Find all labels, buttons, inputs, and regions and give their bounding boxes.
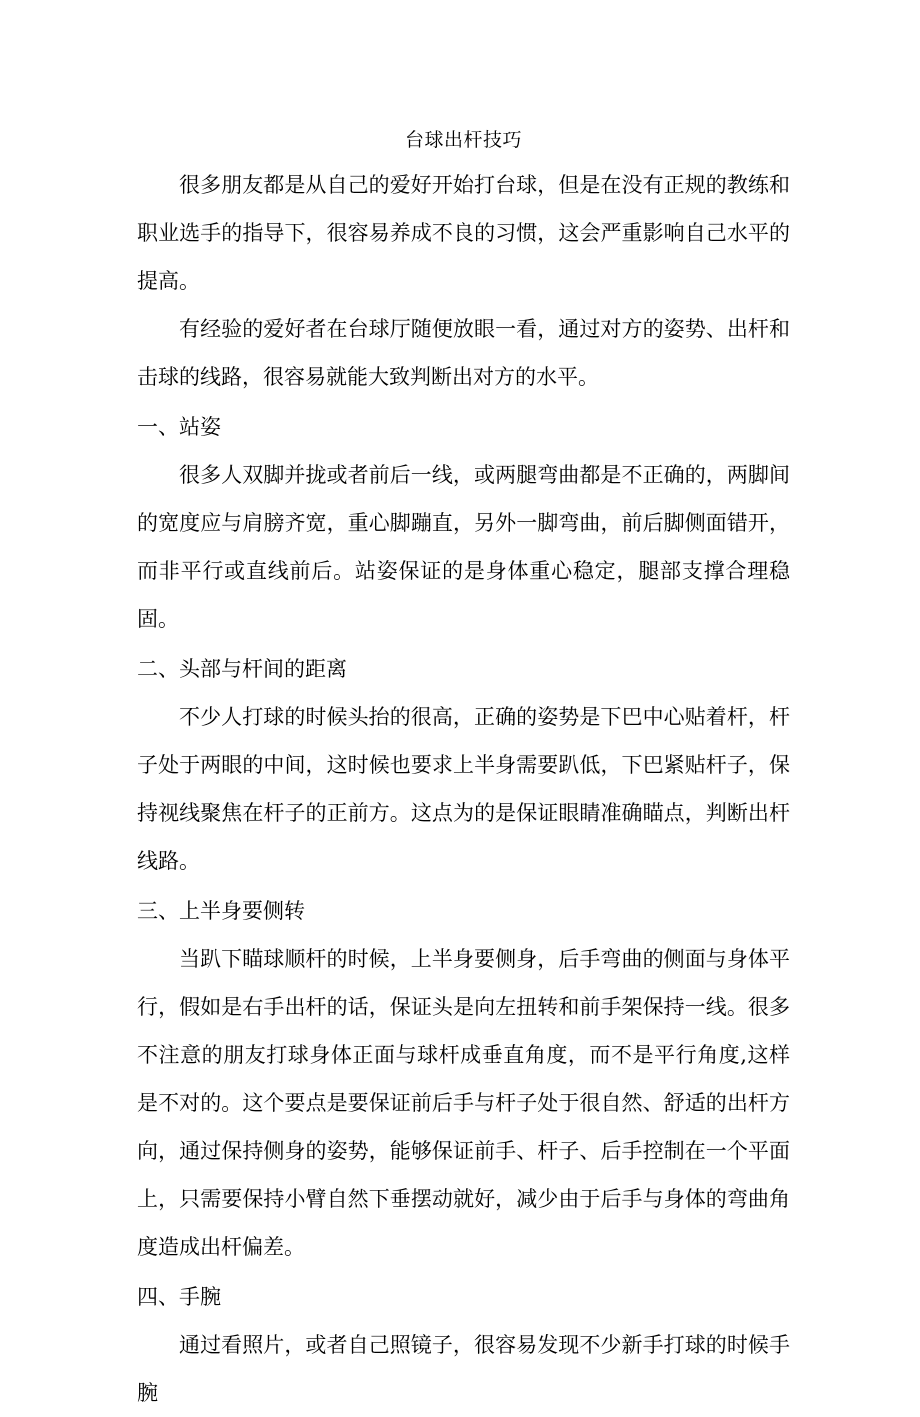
- section-body-upper-body: 当趴下瞄球顺杆的时候，上半身要侧身，后手弯曲的侧面与身体平行，假如是右手出杆的话，保证头是向左扭转和前手架保持一线。很多不注意的朋友打球身体正面与球杆成垂直角度，而不是平行角度,这样是不对的。这个要点是要保证前后手与杆子处于很自然、舒适的出杆方向，通过保持侧身的姿势，能够保证前手、杆子、后手控制在一个平面上，只需要保持小臂自然下垂摆动就好，减少由于后手与身体的弯曲角度造成出杆偏差。: [137, 947, 790, 1259]
- section-body-head-distance: 不少人打球的时候头抬的很高，正确的姿势是下巴中心贴着杆，杆子处于两眼的中间，这时候也要求上半身需要趴低，下巴紧贴杆子，保持视线聚焦在杆子的正前方。这点为的是保证眼睛准确瞄点，判断出杆线路。: [137, 705, 790, 873]
- intro-paragraph-1: 很多朋友都是从自己的爱好开始打台球，但是在没有正规的教练和职业选手的指导下，很容易养成不良的习惯，这会严重影响自己水平的提高。: [137, 173, 790, 293]
- document-title: 台球出杆技巧: [404, 129, 522, 151]
- section-heading-wrist: 四、手腕: [137, 1285, 221, 1309]
- section-heading-stance: 一、站姿: [137, 415, 221, 439]
- section-body-stance: 很多人双脚并拢或者前后一线，或两腿弯曲都是不正确的，两脚间的宽度应与肩膀齐宽，重心脚蹦直，另外一脚弯曲，前后脚侧面错开，而非平行或直线前后。站姿保证的是身体重心稳定，腿部支撑合理稳固。: [137, 463, 790, 631]
- section-heading-head-distance: 二、头部与杆间的距离: [137, 657, 347, 681]
- intro-paragraph-2: 有经验的爱好者在台球厅随便放眼一看，通过对方的姿势、出杆和击球的线路，很容易就能大致判断出对方的水平。: [137, 317, 790, 389]
- section-body-wrist: 通过看照片，或者自己照镜子，很容易发现不少新手打球的时候手腕: [137, 1333, 790, 1405]
- section-heading-upper-body: 三、上半身要侧转: [137, 899, 305, 923]
